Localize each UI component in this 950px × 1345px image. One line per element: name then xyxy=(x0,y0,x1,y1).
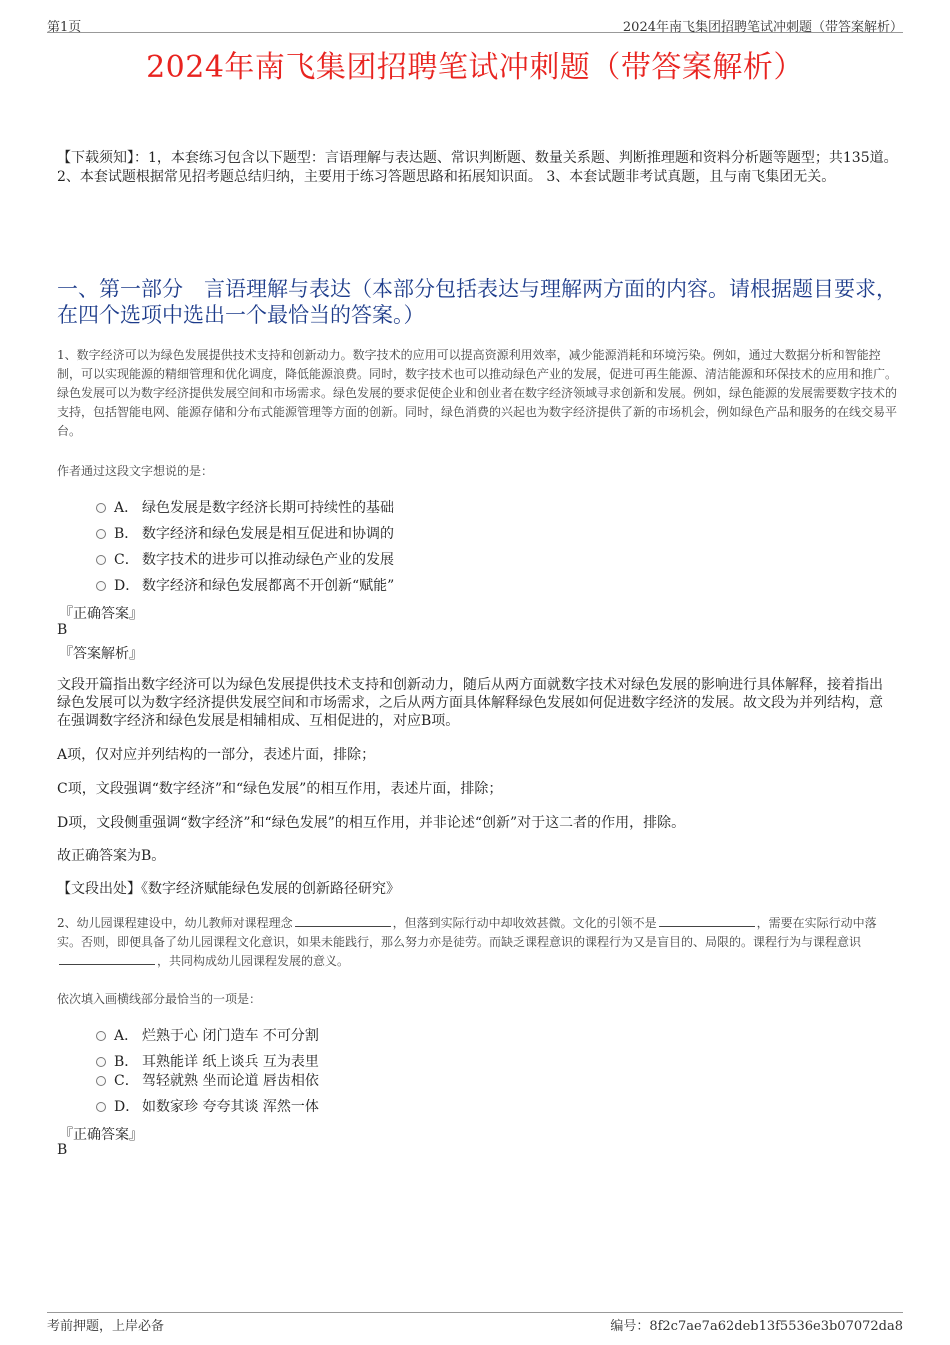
radio-icon[interactable] xyxy=(96,555,106,565)
question-1-source: 【文段出处】《数字经济赋能绿色发展的创新路径研究》 xyxy=(57,881,400,897)
download-notice: 【下载须知】：1，本套练习包含以下题型：言语理解与表达题、常识判断题、数量关系题、判断推理题和资料分析题等题型；共135道。 2、本套试题根据常见招考题总结归纳，主要用于练习答题思路和拓展知识面。 3、本套试题非考试真题，且与南飞集团无关。 xyxy=(57,150,898,185)
document-code: 编号：8f2c7ae7a62deb13f5536e3b07072da8 xyxy=(610,1319,903,1334)
footer-slogan: 考前押题，上岸必备 xyxy=(47,1319,165,1334)
question-1-note-c: C项，文段强调“数字经济”和“绿色发展”的相互作用，表述片面，排除； xyxy=(57,781,503,797)
question-1-option-a[interactable]: A． 绿色发展是数字经济长期可持续性的基础 xyxy=(96,497,394,517)
question-2-option-a[interactable]: A． 烂熟于心 闭门造车 不可分割 xyxy=(96,1025,319,1045)
question-1-prompt: 作者通过这段文字想说的是： xyxy=(57,464,214,478)
fill-blank-1 xyxy=(295,914,391,927)
question-2-answer-label: 『正确答案』 xyxy=(59,1127,143,1143)
question-1-note-a: A项，仅对应并列结构的一部分，表述片面，排除； xyxy=(57,747,376,763)
radio-icon[interactable] xyxy=(96,1076,106,1086)
page-number: 第1页 xyxy=(47,20,82,35)
question-2-answer: B xyxy=(57,1142,68,1158)
page-footer xyxy=(47,1312,903,1333)
fill-blank-3 xyxy=(59,952,155,965)
radio-icon[interactable] xyxy=(96,581,106,591)
fill-blank-2 xyxy=(659,914,755,927)
running-title: 2024年南飞集团招聘笔试冲刺题（带答案解析） xyxy=(622,20,903,35)
radio-icon[interactable] xyxy=(96,529,106,539)
section-heading: 一、第一部分 言语理解与表达（本部分包括表达与理解两方面的内容。请根据题目要求，在四个选项中选出一个最恰当的答案。） xyxy=(57,277,897,327)
question-1-answer-label: 『正确答案』 xyxy=(59,606,143,622)
question-2-option-c[interactable]: C． 驾轻就熟 坐而论道 唇齿相依 xyxy=(96,1070,319,1090)
question-1-passage: 1、数字经济可以为绿色发展提供技术支持和创新动力。数字技术的应用可以提高资源利用效率，减少能源消耗和环境污染。例如，通过大数据分析和智能控制，可以实现能源的精细管理和优化调度，降低能源浪费。同时，数字技术也可以推动绿色产业的发展，促进可再生能源、清洁能源和环保技术的应用和推广。绿色发展可以为数字经济提供发展空间和市场需求。绿色发展的要求促使企业和创业者在数字经济领域寻求创新和发展。例如，绿色能源的发展需要数字技术的支持，包括智能电网、能源存储和分布式能源管理等方面的创新。同时，绿色消费的兴起也为数字经济提供了新的市场机会，例如绿色产品和服务的在线交易平台。 xyxy=(57,348,898,438)
question-1-option-b[interactable]: B． 数字经济和绿色发展是相互促进和协调的 xyxy=(96,523,394,543)
question-1-answer: B xyxy=(57,622,68,638)
document-title: 2024年南飞集团招聘笔试冲刺题（带答案解析） xyxy=(146,50,804,85)
question-1-note-d: D项，文段侧重强调“数字经济”和“绿色发展”的相互作用，并非论述“创新”对于这二者的作用，排除。 xyxy=(57,815,686,831)
question-2-prompt: 依次填入画横线部分最恰当的一项是： xyxy=(57,992,262,1006)
page-header xyxy=(47,14,903,33)
question-1-option-c[interactable]: C． 数字技术的进步可以推动绿色产业的发展 xyxy=(96,549,394,569)
question-2-option-d[interactable]: D． 如数家珍 夸夸其谈 浑然一体 xyxy=(96,1096,319,1116)
question-1-option-d[interactable]: D． 数字经济和绿色发展都离不开创新“赋能” xyxy=(96,575,394,595)
question-2-passage: 2、幼儿园课程建设中，幼儿教师对课程理念 ，但落到实际行动中却收效甚微。文化的引领不是 ，需要在实际行动中落实。否则，即便具备了幼儿园课程文化意识，如果未能践行，那么努力亦是徒劳。而缺乏课程意识的课程行为又是盲目的、局限的。课程行为与课程意识，共同构成幼儿园课程发展的意义。 xyxy=(57,916,877,968)
radio-icon[interactable] xyxy=(96,1031,106,1041)
radio-icon[interactable] xyxy=(96,1057,106,1067)
radio-icon[interactable] xyxy=(96,1102,106,1112)
radio-icon[interactable] xyxy=(96,503,106,513)
question-1-analysis: 文段开篇指出数字经济可以为绿色发展提供技术支持和创新动力，随后从两方面就数字技术对绿色发展的影响进行具体解释，接着指出绿色发展可以为数字经济提供发展空间和市场需求，之后从两方面具体解释绿色发展如何促进数字经济的发展。故文段为并列结构，意在强调数字经济和绿色发展是相辅相成、互相促进的，对应B项。 xyxy=(57,677,883,729)
question-1-conclusion: 故正确答案为B。 xyxy=(57,848,166,864)
question-1-analysis-label: 『答案解析』 xyxy=(59,646,143,662)
question-2-option-b[interactable]: B． 耳熟能详 纸上谈兵 互为表里 xyxy=(96,1051,319,1071)
